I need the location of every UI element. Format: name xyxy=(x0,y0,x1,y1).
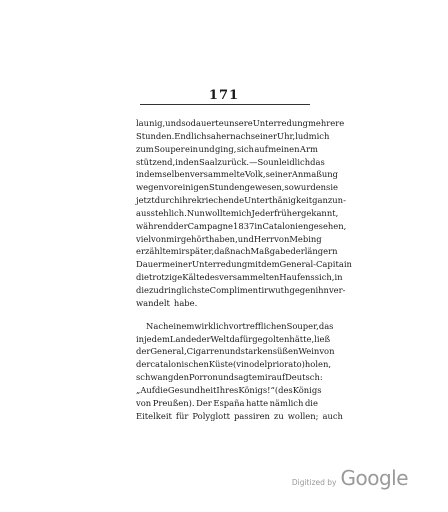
text-block xyxy=(136,117,352,422)
google-logo: Google xyxy=(340,466,408,490)
text-line: der General, Cigarren und starken süßen Wein von xyxy=(136,346,335,357)
text-line: jetzt durch ihre kriechende Unterthänigkeit ganz un- xyxy=(136,195,346,206)
text-line: launig, und so dauerte unsere Unterredung mehrere xyxy=(136,118,345,128)
text-line: in demselben versammelte Volk, seiner Anmaßung xyxy=(136,169,338,180)
digitized-label: Digitized by xyxy=(291,478,337,487)
text-line: Eitelkeit für Polyglott passiren zu wollen; auch xyxy=(136,410,343,421)
paragraph xyxy=(136,320,343,423)
text-line: zum Souper ein und ging, sich auf meinen Arm xyxy=(136,143,318,154)
digitized-footer xyxy=(292,466,408,490)
text-line: Nach einem wirklich vortrefflichen Souper, das xyxy=(146,320,334,331)
text-line: Stunden. Endlich sah er nach seiner Uhr, lud mich xyxy=(136,130,330,141)
text-line: schwang den Porron und sagte mir auf Deutsch: xyxy=(136,372,323,383)
text-line: wandelt habe. xyxy=(136,297,198,308)
text-line: „Auf die Gesundheit Ihres Königs!“ (des Königs xyxy=(136,384,322,395)
text-line: Dauer meiner Unterredung mit dem General-Capitain xyxy=(136,259,352,270)
header-rule xyxy=(140,104,310,105)
text-line: erzählte mir später, daß nach Maßgabe der längern xyxy=(136,246,338,257)
text-line: die zudringlichste Complimentirwuth gegen ihn ver- xyxy=(136,284,346,295)
text-line: der catalonischen Küste (vino del priorato) holen, xyxy=(136,359,332,370)
text-line: die trotzige Kälte des versammelten Haufens sich, in xyxy=(136,272,343,283)
text-line: viel von mir gehört haben, und Herr von Mebing xyxy=(136,233,322,244)
text-line: in jedem Lande der Welt dafür gegolten hätte, ließ xyxy=(136,333,331,344)
text-line: stützend, in den Saal zurück. — So unleidlich das xyxy=(136,156,325,167)
text-line: ausstehlich. Nun wollte mich Jeder früher gekannt, xyxy=(136,207,339,218)
text-line: wegen vor einigen Stunden gewesen, so wurden sie xyxy=(136,182,338,193)
text-line: während der Campagne 1837 in Catalonien gesehen, xyxy=(136,220,347,231)
page-number: 171 xyxy=(208,88,240,103)
text-line: von Preußen). Der España hatte nämlich die xyxy=(136,397,318,408)
paragraph-gap xyxy=(136,310,318,320)
paragraph xyxy=(136,117,352,310)
